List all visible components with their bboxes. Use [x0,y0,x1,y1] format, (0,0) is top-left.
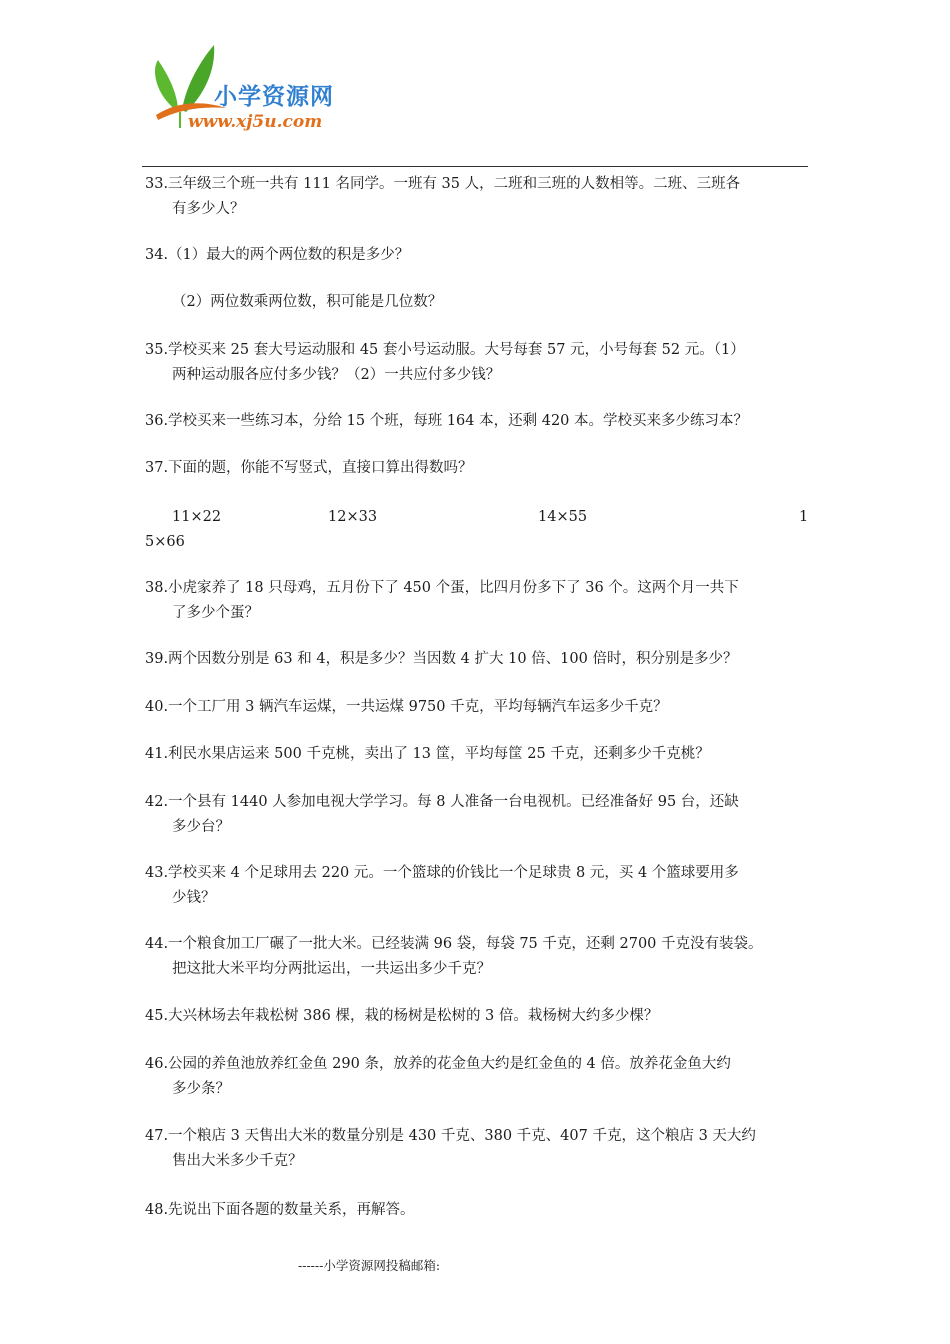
question-34-part-2: （2）两位数乘两位数，积可能是几位数？ [172,294,443,310]
header-divider [142,166,808,167]
calc-item: 12×33 [328,509,378,525]
calc-item: 14×55 [538,509,588,525]
question-line: 33.三年级三个班一共有 111 名同学。一班有 35 人，二班和三班的人数相等。二班、三班各 [145,176,741,192]
question-44 [145,932,817,982]
question-43 [145,861,817,911]
question-line: 44.一个粮食加工厂碾了一批大米。已经装满 96 袋，每袋 75 千克，还剩 2700 千克没有装袋。 [145,936,763,952]
question-line: 把这批大米平均分两批运出，一共运出多少千克？ [172,961,491,977]
question-line: 42.一个县有 1440 人参加电视大学学习。每 8 人准备一台电视机。已经准备好 95 台，还缺 [145,794,739,810]
logo-url: www.xj5u.com [188,112,323,132]
calc-item: 1 [799,509,809,525]
question-line: 36.学校买来一些练习本，分给 15 个班，每班 164 本，还剩 420 本。学校买来多少练习本？ [145,413,749,429]
question-42 [145,790,817,840]
question-line: 少钱？ [172,890,216,906]
question-line: 39.两个因数分别是 63 和 4，积是多少？当因数 4 扩大 10 倍、100 倍时，积分别是多少？ [145,651,738,667]
question-line: 了多少个蛋？ [172,605,259,621]
question-line: 有多少人？ [172,201,245,217]
question-line: 45.大兴林场去年栽松树 386 棵，栽的杨树是松树的 3 倍。栽杨树大约多少棵？ [145,1008,659,1024]
question-line: 34.（1）最大的两个两位数的积是多少？ [145,247,410,263]
question-line: 多少台？ [172,819,230,835]
question-line: 41.利民水果店运来 500 千克桃，卖出了 13 筐，平均每筐 25 千克，还剩多少千克桃？ [145,746,710,762]
question-41 [145,742,817,767]
question-45 [145,1004,817,1029]
logo-text: 小学资源网 [214,84,334,110]
question-33 [145,172,817,222]
question-line: 43.学校买来 4 个足球用去 220 元。一个篮球的价钱比一个足球贵 8 元，买 4 个篮球要用多 [145,865,739,881]
question-47 [145,1124,817,1174]
question-39 [145,647,817,672]
question-34 [145,243,817,268]
question-line: 38.小虎家养了 18 只母鸡，五月份下了 450 个蛋，比四月份多下了 36 个。这两个月一共下 [145,580,739,596]
question-37 [145,456,817,481]
question-38 [145,576,817,626]
question-46 [145,1052,817,1102]
question-line: 46.公园的养鱼池放养红金鱼 290 条，放养的花金鱼大约是红金鱼的 4 倍。放养花金鱼大约 [145,1056,731,1072]
calc-item: 11×22 [172,509,222,525]
question-40 [145,695,817,720]
question-line: 47.一个粮店 3 天售出大米的数量分别是 430 千克、380 千克、407 千克，这个粮店 3 天大约 [145,1128,756,1144]
question-line: 多少条？ [172,1081,230,1097]
footer-text: ------小学资源网投稿邮箱: [298,1258,441,1273]
question-35 [145,338,817,388]
calc-item: 5×66 [145,534,185,550]
question-line: 40.一个工厂用 3 辆汽车运煤，一共运煤 9750 千克，平均每辆汽车运多少千克？ [145,699,668,715]
question-line: 48.先说出下面各题的数量关系，再解答。 [145,1202,415,1218]
question-line: 35.学校买来 25 套大号运动服和 45 套小号运动服。大号每套 57 元，小号每套 52 元。（1） [145,342,745,358]
question-48 [145,1198,817,1223]
question-line: 37.下面的题，你能不写竖式，直接口算出得数吗？ [145,460,473,476]
question-line: 售出大米多少千克？ [172,1153,303,1169]
question-line: 两种运动服各应付多少钱？（2）一共应付多少钱？ [172,367,501,383]
question-36 [145,409,817,434]
